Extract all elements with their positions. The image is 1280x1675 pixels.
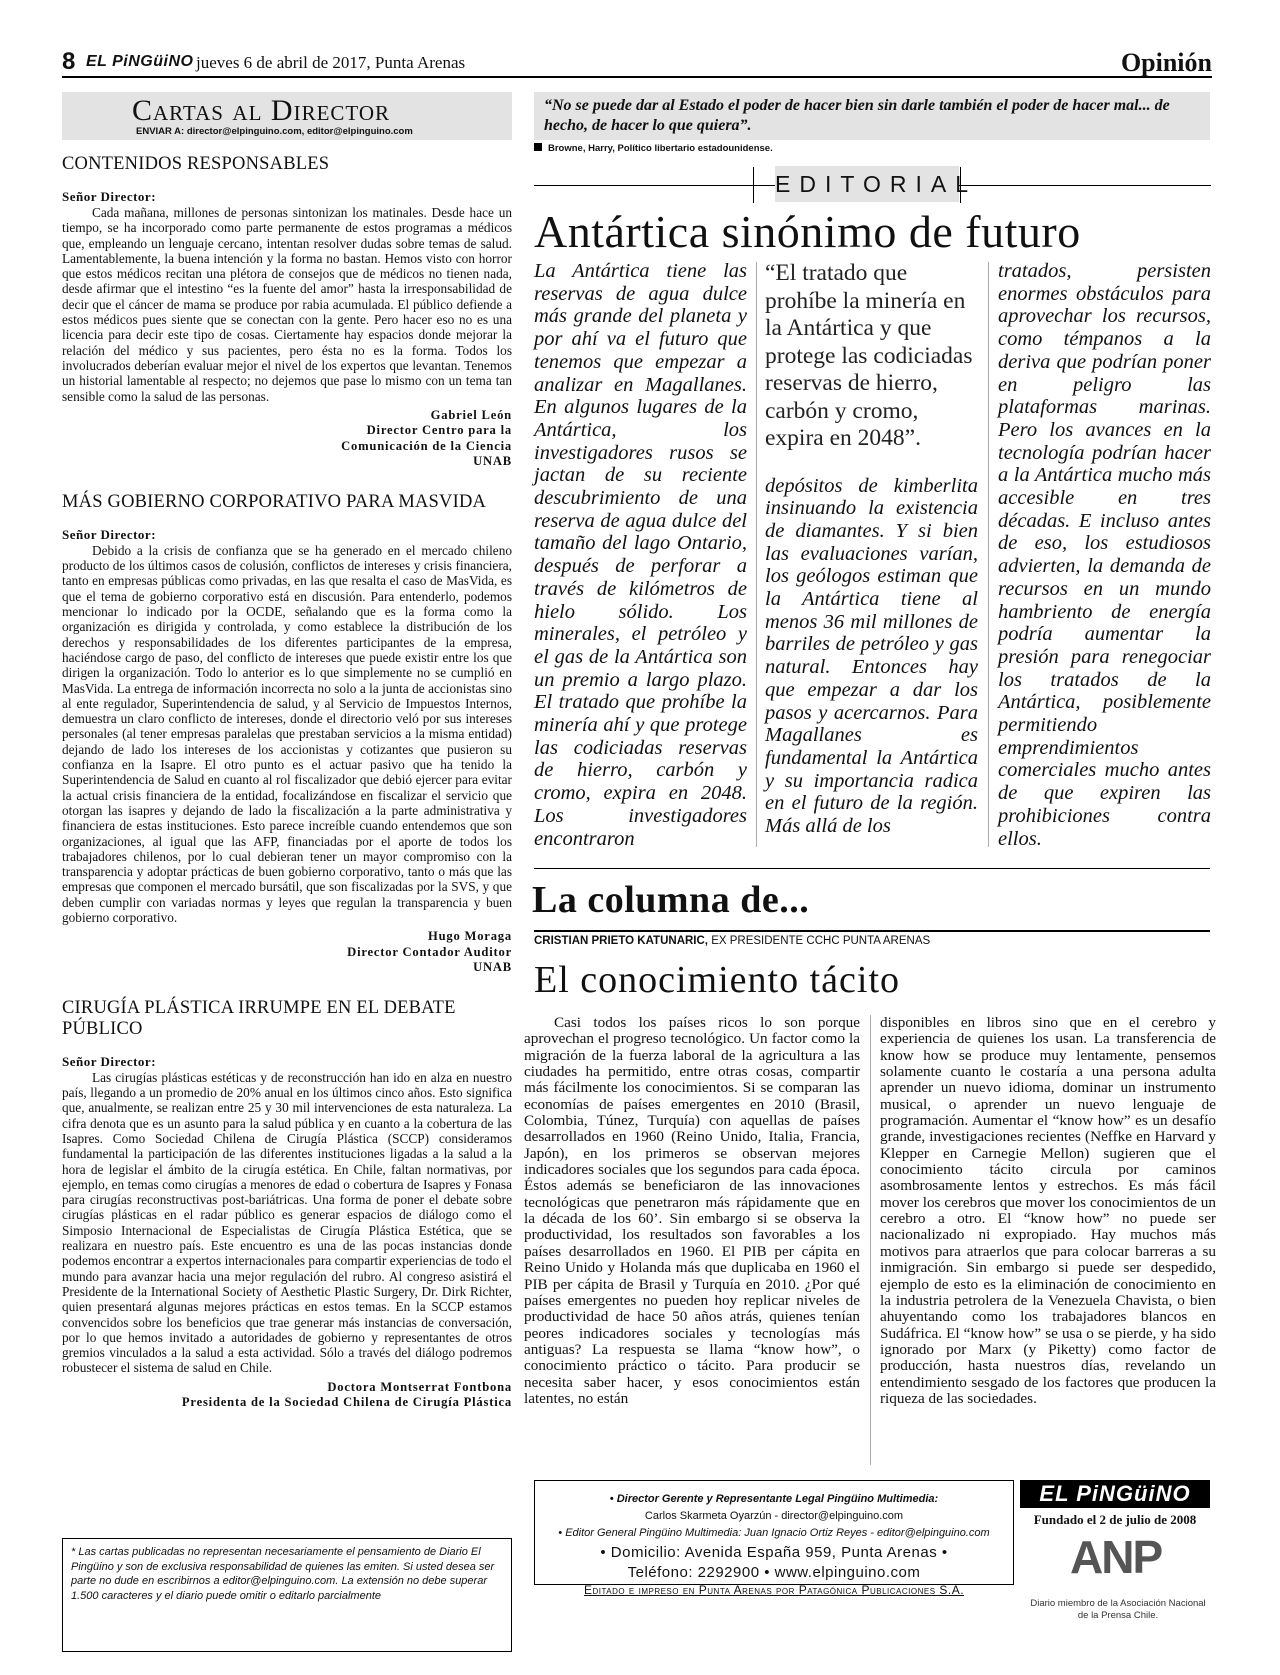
divider xyxy=(534,185,753,186)
page-header xyxy=(62,48,1212,78)
letter-heading: CIRUGÍA PLÁSTICA IRRUMPE EN EL DEBATE PÚBLICO xyxy=(62,997,456,1039)
editorial-column-1: La Antártica tiene las reservas de agua dulce más grande del planeta y por ahí va el futuro que tenemos que empezar a analizar en Magallanes. En algunos lugares de la Antártica, los investigadores rusos se jactan de su reciente descubrimiento de una reserva de agua dulce del tamaño del lago Ontario, después de perforar a través de kilómetros de hielo sólido. Los minerales, el petróleo y el gas de la Antártica son un premio a largo plazo. El tratado que prohíbe la minería ahí y que protege las codiciadas reservas de hierro, carbón y cromo, expira en 2048. Los investigadores encontraron xyxy=(534,260,747,850)
letters-disclaimer: * Las cartas publicadas no representan necesariamente el pensamiento de Diario El Pingüino y son de exclusiva responsabilidad de quienes las emiten. Si usted desea ser parte no dude en escribirnos a editor@elpinguino.com. La extensión no debe superar 1.500 caracteres y el diario puede omitir o editarlo parcialmente xyxy=(62,1538,512,1652)
credits-line: • Director Gerente y Representante Legal Pingüino Multimedia: xyxy=(609,1493,939,1505)
credits-line: Carlos Skarmeta Oyarzún - director@elpinguino.com xyxy=(644,1510,904,1522)
brand-logo: EL PiNGüiNO xyxy=(1020,1480,1210,1508)
date-city: jueves 6 de abril de 2017, Punta Arenas xyxy=(196,53,466,72)
column-section-title: La columna de... xyxy=(532,879,810,921)
letters-email: ENVIAR A: director@elpinguino.com, editor@elpinguino.com xyxy=(136,126,413,137)
column-title: El conocimiento tácito xyxy=(534,959,901,1001)
brand-name: EL PiNGüiNO xyxy=(86,53,194,70)
quote-author-text: Browne, Harry, Político libertario estadounidense. xyxy=(548,143,773,154)
editorial-column-2 xyxy=(765,260,978,838)
editorial-column-2-text: depósitos de kimberlita insinuando la existencia de diamantes. Y si bien las evaluaciones varían, los geólogos estiman que la Antártica tiene al menos 36 mil millones de barriles de petróleo y gas natural. Entonces hay que empezar a dar los pasos y acercarnos. Para Magallanes es fundamental la Antártica y su importancia radica en el futuro de la región. Más allá de los xyxy=(765,474,978,838)
letters-header xyxy=(62,92,512,140)
editorial-title: Antártica sinónimo de futuro xyxy=(534,206,1081,257)
signature-line: Presidenta de la Sociedad Chilena de Cirugía Plástica xyxy=(181,1395,512,1410)
letter-body: Las cirugías plásticas estéticas y de reconstrucción han ido en alza en nuestro país, llegando a un promedio de 20% anual en los últimos cinco años. Esto significa que, anualmente, se realizan entre 25 y 30 mil intervenciones de esta naturaleza. La cifra denota que es un asunto para la salud pública y en cuanto a la cobertura de las Isapres. Como Sociedad Chilena de Cirugía Plástica (SCCP) consideramos fundamental la participación de las diferentes instituciones ligadas a la salud a la hora de legislar el ámbito de la cirugía estética. En Chile, faltan normativas, por ejemplo, en temas como cirugías a menores de edad o cobertura de Isapres y Fonasa para cirugías reconstructivas post-bariátricas. Una forma de poner el debate sobre cirugías plásticas en el radar público es generar espacios de diálogo como el Simposio Internacional de Especialistas de Cirugía Plástica Estética, que se realizara en nuestro país. Este encuentro es una de las pocas instancias donde podemos encontrar a expertos internacionales para compartir experiencias de todo el mundo para avanzar hacia una mejor regulación del rubro. Al congreso asistirá el Presidente de la International Society of Aesthetic Plastic Surgery, Dr. Dirk Richter, quien presentará algunas mejores prácticas en estos temas. En la SCCP estamos convencidos sobre los beneficios que trae generar más instancias de conversación, por lo que hemos invitado a autoridades de gobierno y representantes de otros gremios vinculados a la salud a esta actividad. Sólo a través del diálogo podremos robustecer el sistema de salud en Chile. xyxy=(62,1069,512,1376)
divider xyxy=(753,167,754,203)
letter-body: Cada mañana, millones de personas sintonizan los matinales. Desde hace un tiempo, se ha incorporado como parte permanente de estos programas a médicos que, empleando un lenguaje cercano, intentan resolver dudas sobre temas de salud. Lamentablemente, la buena intención y la forma no bastan. Hemos visto con horror que estos médicos recitan una plétora de consejos que de médicos no tienen nada, desde afirmar que el intestino “es la fuente del amor” hasta la irresponsabilidad de decir que el cáncer de mama se produce por rabia acumulada. El público defiende a estos médicos pues siente que se conectan con la gente. Pero hacer eso no es una licencia para decir este tipo de cosas. Ciertamente hay espacios donde mejorar la relación del médico y sus pacientes, pero ésta no es la forma. Todos los involucrados deberían evaluar mejor el nivel de los expertos que levantan. Tenemos un historial lamentable al respecto; no dejemos que pase lo mismo con un tema tan sensible como la salud de las personas. xyxy=(62,205,512,404)
column-text-2: disponibles en libros sino que en el cerebro y experiencia de quienes los usan. La transferencia de know how se produce muy lentamente, pensemos solamente cuanto le costaría a una persona adulta aprender un nuevo idioma, dominar un instrumento musical, o aprender un nuevo lenguaje de programación. Aumentar el “know how” es un desafío grande, investigaciones recientes (Neffke en Harvard y Klepper en Carnegie Mellon) sugieren que el conocimiento tácito circula por caminos asombrosamente lentos y estrechos. Es más fácil mover los cerebros que mover los conocimientos de un cerebro a otro. El “know how” no puede ser nacionalizado ni expropiado. Hay muchos más motivos para atraerlos que para colocar barreras a su inmigración. Sin embargo si puede ser despedido, ejemplo de esto es la eliminación de conocimiento en la industria petrolera de la Venezuela Chavista, o bien ahuyentando como los trabajadores blancos en Sudáfrica. El “know how” se usa o se pierde, y ha sido ignorado por Marx (y Piketty) como factor de producción, hasta nuestros días, revelando un entendimiento sesgado de los factores que producen la riqueza de las sociedades. xyxy=(880,1014,1216,1407)
masthead-credits xyxy=(534,1480,1014,1597)
square-bullet-icon xyxy=(534,143,542,151)
anp-caption: Diario miembro de la Asociación Nacional de la Prensa Chile. xyxy=(1030,1598,1206,1621)
letter-heading: CONTENIDOS RESPONSABLES xyxy=(62,154,330,174)
editorial-column-3: tratados, persisten enormes obstáculos para aprovechar los recursos, como témpanos a la deriva que podrían poner en peligro las plataformas marinas. Pero los avances en la tecnología podrían hacer a la Antártica mucho más accesible en tres décadas. E incluso antes de eso, los estudiosos advierten, la demanda de recursos en un mundo hambriento de energía podría aumentar la presión para renegociar los tratados de la Antártica, posiblemente permitiendo emprendimientos comerciales mucho antes de que expiren las prohibiciones contra ellos. xyxy=(998,260,1211,850)
editorial-label: EDITORIAL xyxy=(775,166,959,202)
quote-author xyxy=(534,143,773,154)
section-title: Opinión xyxy=(1120,48,1212,77)
letter-salutation: Señor Director: xyxy=(62,1053,157,1069)
signature-line: UNAB xyxy=(473,960,512,975)
credits-line: Editado e impreso en Punta Arenas por Patagónica Publicaciones S.A. xyxy=(583,1583,965,1597)
letter-salutation: Señor Director: xyxy=(62,189,157,204)
letters-column xyxy=(62,92,512,1433)
divider xyxy=(534,868,1210,869)
credits-line: • Editor General Pingüino Multimedia: Juan Ignacio Ortiz Reyes - editor@elpinguino.com xyxy=(558,1527,990,1539)
letter-signature xyxy=(62,1380,512,1411)
column-author xyxy=(534,930,1210,947)
letter-body: Debido a la crisis de confianza que se ha generado en el mercado chileno producto de los últimos casos de colusión, conflictos de intereses y crisis financiera, tanto en empresas públicas como privadas, en las que resalta el caso de MasVida, es que el tema de gobierno corporativo está en discusión. Para entenderlo, podemos mencionar lo indicado por la OCDE, señalando que es la forma como la organización es dirigida y controlada, y como establece la distribución de los derechos y responsabilidades de los diferentes participantes de la empresa, haciéndose cargo de paso, del conflicto de intereses que puede existir entre los que dirigen la organización. Todo lo anterior es lo que simplemente no se cumplió en MasVida. La entrega de información incorrecta no solo a la junta de accionistas sino al ente regulador, Superintendencia de salud, y al Servicio de Impuestos Internos, demuestra un claro conflicto de intereses, donde el directorio veló por sus intereses personales (al tener empresas paralelas que prestaban servicios a la misma entidad) dejando de lado los intereses de los accionistas y cotizantes que pusieron su confianza en la Isapre. El otro punto es el actuar pasivo que ha tenido la Superintendencia de Salud en cuanto al rol fiscalizador que debió ejercer para evitar la actual crisis financiera de la entidad, focalizándose en fiscalizar el servicio que otorgan las isapres y dejando de lado la fiscalización a la parte administrativa y financiera de estas instituciones. Esto parece increíble cuando entendemos que son organizaciones, al igual que las AFP, financiadas por el aporte de todos los trabajadores chilenos, por lo cual debieran tener un mayor compromiso con la transparencia y adoptar prácticas de buen gobierno corporativo, tanto o más que las empresas que componen el mercado bursátil, que son fiscalizadas por la SVS, y que deben cumplir con variadas normas y leyes que regulan la transparencia y buen gobierno corporativo. xyxy=(62,542,512,925)
signature-line: UNAB xyxy=(473,454,512,469)
signature-line: Comunicación de la Ciencia xyxy=(341,438,512,453)
signature-line: Doctora Montserrat Fontbona xyxy=(327,1379,512,1394)
letter-salutation: Señor Director: xyxy=(62,526,157,542)
signature-line: Director Centro para la xyxy=(366,423,512,438)
anp-logo: ANP xyxy=(1070,1531,1162,1583)
letters-title: Cartas al Director xyxy=(132,94,391,127)
column-divider xyxy=(988,262,989,847)
credits-line: Teléfono: 2292900 • www.elpinguino.com xyxy=(627,1564,921,1581)
letter xyxy=(62,492,512,976)
column-author-role: EX PRESIDENTE CCHC PUNTA ARENAS xyxy=(708,935,931,947)
column-author-name: CRISTIAN PRIETO KATUNARIC, xyxy=(534,935,708,947)
letter xyxy=(62,998,512,1411)
column-divider xyxy=(870,1015,871,1465)
signature-line: Director Contador Auditor xyxy=(347,944,512,959)
founded-date: Fundado el 2 de julio de 2008 xyxy=(1033,1512,1197,1527)
letter-heading: MÁS GOBIERNO CORPORATIVO PARA MASVIDA xyxy=(62,491,487,512)
letter-signature xyxy=(62,929,512,976)
column-text-1: Casi todos los países ricos lo son porque aprovechan el progreso tecnológico. Un factor como la migración de la fuerza laboral de la agricultura a las ciudades ha permitido, entre otras cosas, compartir más fácilmente los conocimientos. Si se comparan las economías de países emergentes en 2010 (Brasil, Colombia, Túnez, Turquía) con aquellas de países desarrollados en 1960 (Reino Unido, Italia, Francia, Japón), en los primeros se observan mejores indicadores sociales que los segundos para cada época. Éstos además se beneficiaron de las innovaciones tecnológicas que penetraron más rápidamente que en la década de los 60’. Sin embargo si se observa la productividad, los resultados son favorables a los países desarrollados en 1960. El PIB per cápita en Reino Unido y Holanda más que duplicaba en 1960 el PIB per cápita de Brasil y Turquía en 2010. ¿Por qué países emergentes no pueden hoy replicar niveles de productividad de hace 50 años atrás, quienes tenían peores indicadores sociales y tecnologías más antiguas? La respuesta se llama “know how”, o conocimiento práctico o tácito. Para producir se necesita saber hacer, y esos conocimientos están latentes, no están xyxy=(524,1014,860,1407)
quote-of-day: “No se puede dar al Estado el poder de hacer bien sin darle también el poder de hacer mal... de hecho, de hacer lo que quiera”. xyxy=(534,92,1210,140)
signature-line: Hugo Moraga xyxy=(427,929,512,944)
signature-line: Gabriel León xyxy=(430,407,512,422)
column-divider xyxy=(756,262,757,847)
credits-line: • Domicilio: Avenida España 959, Punta Arenas • xyxy=(600,1544,948,1561)
page-number: 8 xyxy=(62,48,76,75)
letter xyxy=(62,154,512,470)
editorial-pull-quote: “El tratado que prohíbe la minería en la Antártica y que protege las codiciadas reservas de hierro, carbón y cromo, expira en 2048”. xyxy=(765,260,973,451)
letter-signature xyxy=(62,408,512,470)
